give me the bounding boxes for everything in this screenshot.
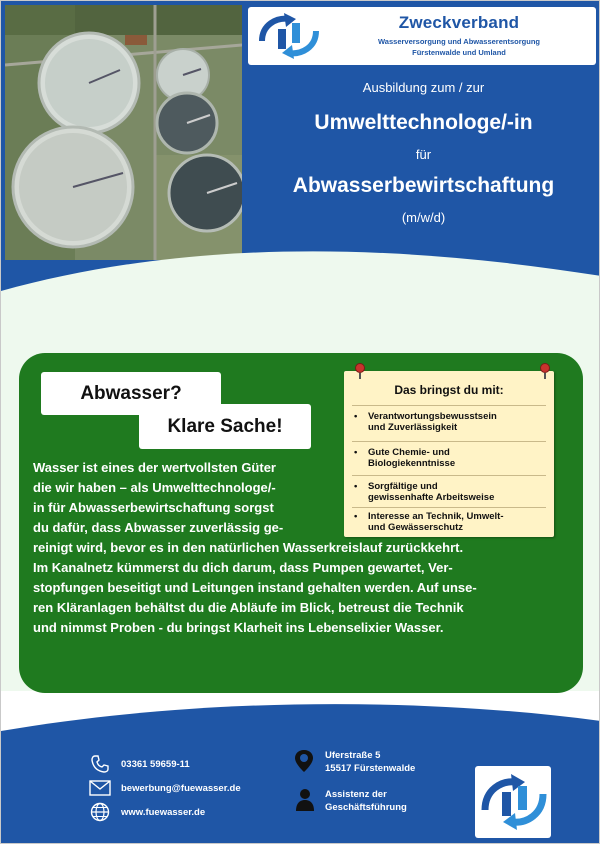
- website-url: www.fuewasser.de: [121, 806, 206, 818]
- description-line: Im Kanalnetz kümmerst du dich darum, dass Pumpen gewartet, Ver-: [33, 560, 453, 575]
- person-line2: Geschäftsführung: [325, 802, 407, 813]
- pushpin-icon: [540, 363, 550, 373]
- description-intro: [33, 458, 343, 538]
- person-icon: [294, 788, 316, 812]
- org-subtitle-line1: Wasserversorgung und Abwasserentsorgung: [378, 37, 540, 46]
- contact-email[interactable]: [89, 777, 241, 799]
- description-line: die wir haben – als Umwelttechnologe/-: [33, 480, 276, 495]
- person-line1: Assistenz der: [325, 789, 387, 800]
- requirement-item: [352, 481, 548, 503]
- email-icon: [89, 777, 111, 799]
- description-main: [33, 538, 573, 638]
- email-address: bewerbung@fuewasser.de: [121, 782, 241, 794]
- org-name: Zweckverband: [398, 13, 520, 32]
- globe-icon: [89, 801, 111, 823]
- description-line: und nimmst Proben - du bringst Klarheit ins Lebenselixier Wasser.: [33, 620, 444, 635]
- address: [325, 749, 415, 775]
- intro-text: Ausbildung zum / zur: [362, 80, 485, 95]
- bullet-icon: •: [354, 481, 358, 492]
- logo-arrows-icon: [256, 11, 322, 61]
- divider: [352, 405, 546, 406]
- description-line: ren Kläranlagen behältst du die Abläufe im Blick, betreust die Technik: [33, 600, 464, 615]
- slogan-line1: Abwasser?: [41, 372, 221, 415]
- gender-note: (m/w/d): [401, 210, 446, 225]
- connector-text: für: [415, 147, 432, 162]
- requirements-title: Das bringst du mit:: [394, 383, 504, 397]
- footer-logo: [475, 766, 551, 838]
- requirement-item: [352, 411, 548, 433]
- requirement-text: und Zuverlässigkeit: [368, 422, 458, 433]
- bullet-icon: •: [354, 447, 358, 458]
- org-subtitle-line2: Fürstenwalde und Umland: [412, 48, 506, 57]
- description-line: stopfungen beseitigt und Leitungen instand gehalten werden. Auf unse-: [33, 580, 477, 595]
- requirement-text: Biologiekenntnisse: [368, 458, 456, 469]
- contact-website[interactable]: [89, 801, 205, 823]
- contact-person: [325, 788, 407, 814]
- requirement-text: Verantwortungsbewusstsein: [368, 411, 497, 422]
- description-line: reinigt wird, bevor es in den natürlichen Wasserkreislauf zurückkehrt.: [33, 540, 464, 555]
- requirement-text: Gute Chemie- und: [368, 447, 450, 458]
- bullet-icon: •: [354, 411, 358, 422]
- divider: [352, 507, 546, 508]
- contact-phone[interactable]: [89, 753, 190, 775]
- requirements-note: [344, 371, 554, 537]
- requirement-item: [352, 447, 548, 469]
- divider: [352, 475, 546, 476]
- requirement-item: [352, 511, 548, 533]
- logo-arrows-icon: [475, 766, 551, 838]
- description-line: Wasser ist eines der wertvollsten Güter: [33, 460, 276, 475]
- location-pin-icon: [293, 749, 315, 773]
- description-line: in für Abwasserbewirtschaftung sorgst: [33, 500, 274, 515]
- bullet-icon: •: [354, 511, 358, 522]
- phone-icon: [89, 753, 111, 775]
- requirement-text: Interesse an Technik, Umwelt-: [368, 511, 504, 522]
- specialization-title: Abwasserbewirtschaftung: [292, 174, 555, 197]
- address-city: 15517 Fürstenwalde: [325, 763, 416, 774]
- phone-number: 03361 59659-11: [121, 758, 190, 770]
- divider: [352, 441, 546, 442]
- slogan-line2: Klare Sache!: [139, 404, 311, 449]
- requirement-text: Sorgfältige und: [368, 481, 438, 492]
- description-line: du dafür, dass Abwasser zuverlässig ge-: [33, 520, 284, 535]
- requirement-text: und Gewässerschutz: [368, 522, 464, 533]
- organization-logo: [248, 7, 596, 65]
- pushpin-icon: [355, 363, 365, 373]
- address-street: Uferstraße 5: [325, 750, 381, 761]
- requirement-text: gewissenhafte Arbeitsweise: [368, 492, 495, 503]
- job-title: Umwelttechnologe/-in: [314, 111, 533, 134]
